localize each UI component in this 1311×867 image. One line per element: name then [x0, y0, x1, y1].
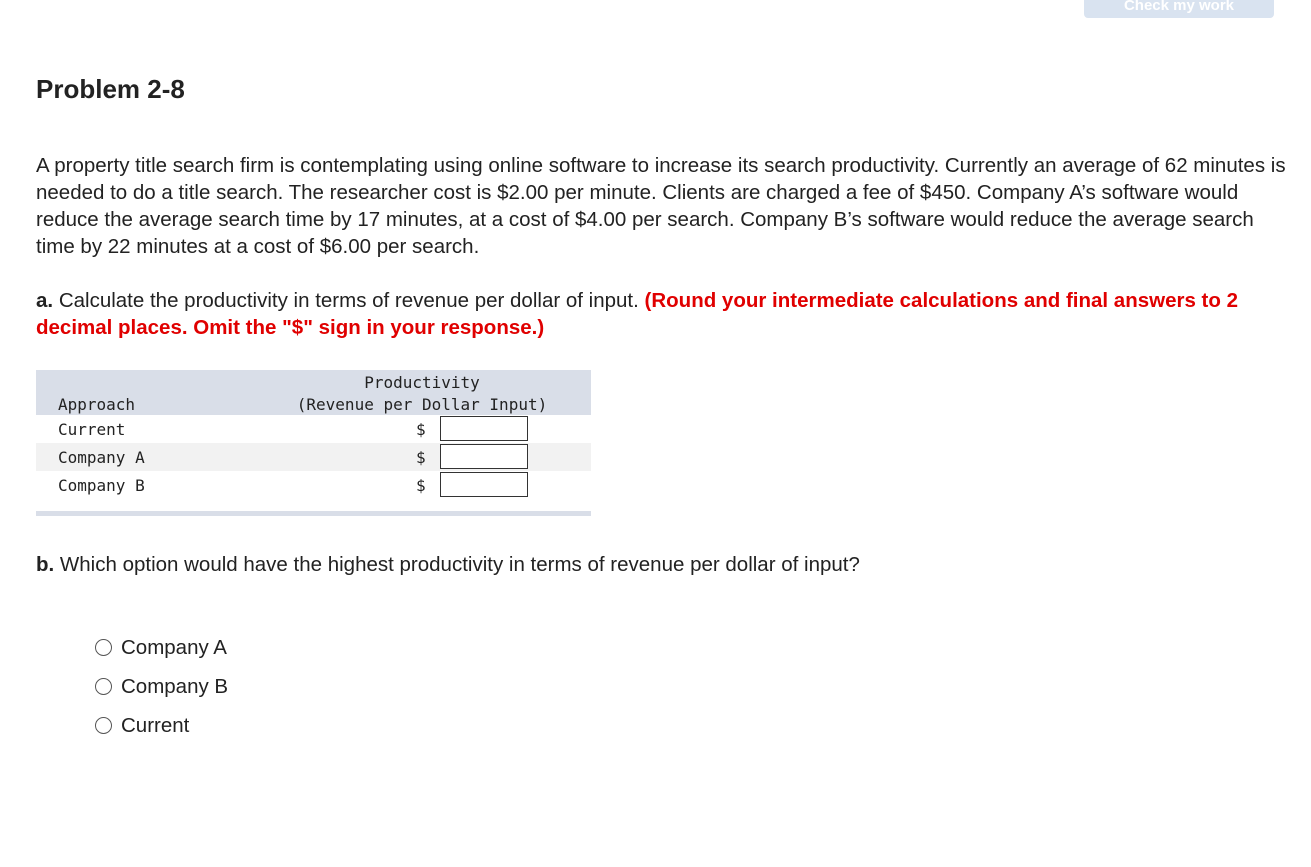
header-approach: Approach	[58, 395, 136, 414]
check-my-work-button[interactable]: Check my work	[1084, 0, 1274, 18]
currency-sign: $	[416, 420, 426, 439]
header-productivity	[282, 372, 562, 416]
part-b-prompt	[36, 551, 860, 578]
option-label: Company A	[121, 635, 227, 659]
part-a-question: Calculate the productivity in terms of revenue per dollar of input.	[58, 289, 639, 312]
option-current[interactable]	[95, 706, 228, 745]
part-b-label: b.	[36, 553, 55, 576]
option-company-a[interactable]	[95, 628, 228, 667]
table-row	[36, 443, 591, 471]
currency-sign: $	[416, 448, 426, 467]
option-company-b[interactable]	[95, 667, 228, 706]
part-b-question: Which option would have the highest productivity in terms of revenue per dollar of input?	[59, 553, 860, 576]
part-a-label: a.	[36, 289, 54, 312]
problem-title: Problem 2-8	[36, 74, 185, 104]
row-label-current: Current	[58, 420, 126, 439]
row-label-company-b: Company B	[58, 476, 145, 495]
company-a-productivity-input[interactable]	[440, 444, 528, 469]
radio-button[interactable]	[95, 678, 112, 695]
part-a-rounding-note: (Round your intermediate calculations and final answers to 2 decimal places. Omit the "$" sign in your response.)	[36, 289, 1238, 339]
table-row	[36, 415, 591, 443]
company-b-productivity-input[interactable]	[440, 472, 528, 497]
problem-text: A property title search firm is contemplating using online software to increase its search productivity. Currently an average of 62 minutes is needed to do a title search. The researcher cost is $2.00 per minute. Clients are charged a fee of $450. Company A’s software would reduce the average search time by 17 minutes, at a cost of $4.00 per search. Company B’s software would reduce the average search time by 22 minutes at a cost of $6.00 per search.	[36, 154, 1286, 258]
productivity-table	[36, 370, 591, 516]
radio-button[interactable]	[95, 717, 112, 734]
part-a-prompt	[36, 287, 1286, 341]
header-productivity-line1: Productivity	[364, 373, 480, 392]
part-b-options	[95, 628, 228, 745]
table-row	[36, 471, 591, 499]
option-label: Current	[121, 713, 190, 737]
table-header	[36, 370, 591, 415]
row-label-company-a: Company A	[58, 448, 145, 467]
currency-sign: $	[416, 476, 426, 495]
table-bottom-border	[36, 511, 591, 516]
radio-button[interactable]	[95, 639, 112, 656]
current-productivity-input[interactable]	[440, 416, 528, 441]
header-productivity-line2: (Revenue per Dollar Input)	[296, 395, 548, 414]
option-label: Company B	[121, 674, 229, 698]
